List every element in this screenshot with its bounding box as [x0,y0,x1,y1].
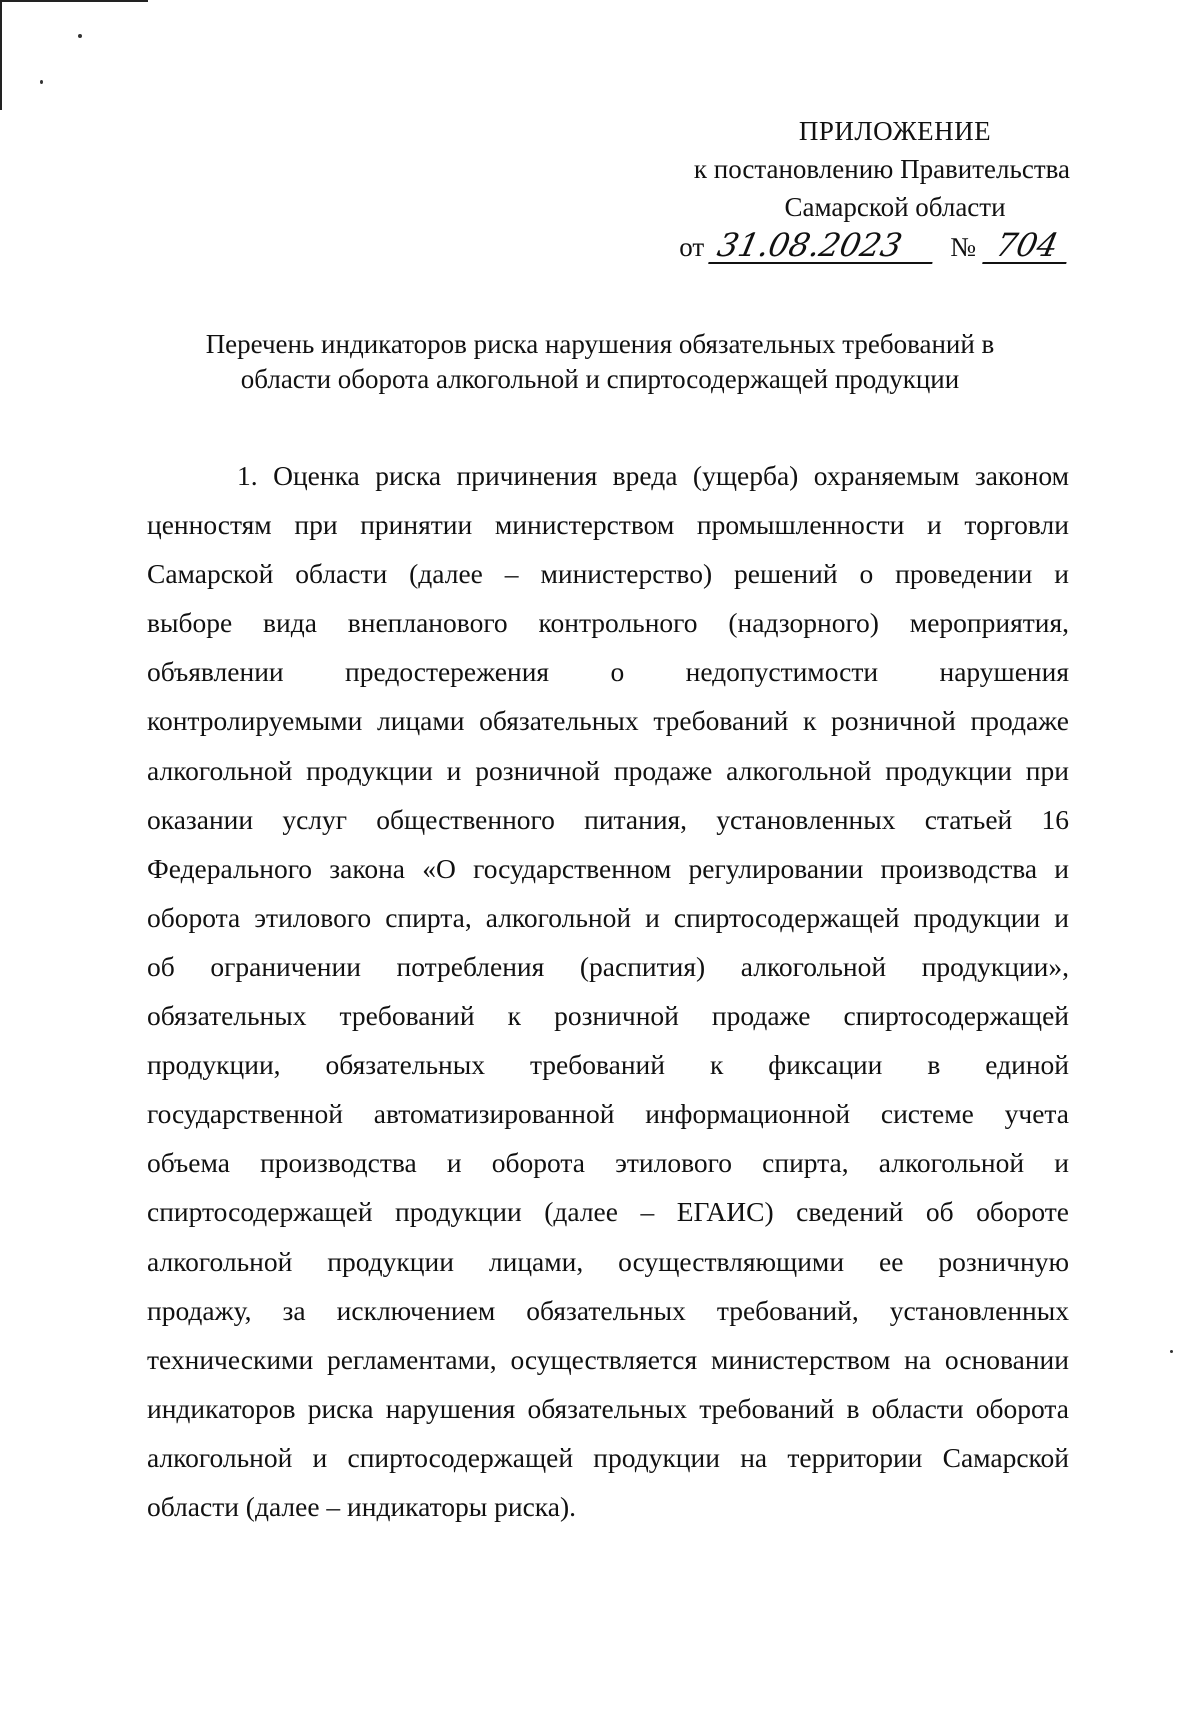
paragraph-line-text: объема производства и оборота этилового спирта, алкогольной и [147,1147,1069,1179]
document-title-line-1: Перечень индикаторов риска нарушения обязательных требований в [205,329,995,359]
paragraph-line [147,1187,1069,1236]
paragraph-line-text: спиртосодержащей продукции (далее – ЕГАИС) сведений об обороте [147,1196,1069,1228]
paragraph-line-text: об ограничении потребления (распития) алкогольной продукции», [147,950,1069,982]
paragraph-line [147,1286,1069,1335]
appendix-line-1: к постановлению Правительства [693,154,1070,184]
paragraph-line [147,696,1069,745]
paragraph-line-text: 1. Оценка риска причинения вреда (ущерба) охраняемым законом [237,460,1069,491]
paragraph-line-text: продажу, за исключением обязательных требований, установленных [147,1294,1069,1326]
paragraph-line [147,991,1069,1040]
paragraph-line [147,942,1069,991]
paragraph-line-text: выборе вида внепланового контрольного (надзорного) мероприятия, [147,607,1069,639]
paragraph-line [147,549,1069,598]
paragraph-line-text: оказании услуг общественного питания, установленных статьей 16 [147,803,1069,835]
paragraph-line [147,1335,1069,1384]
paragraph-line [147,746,1069,795]
paragraph-line-text: оборота этилового спирта, алкогольной и спиртосодержащей продукции и [147,901,1069,933]
paragraph-line [147,1384,1069,1433]
appendix-header [610,112,1070,266]
paragraph-line [147,598,1069,647]
paragraph-1 [147,451,1069,1531]
paragraph-line-text: Самарской области (далее – министерство) решений о проведении и [147,558,1069,590]
appendix-line-2: Самарской области [784,192,1006,222]
handwritten-date: 31.08.2023 [708,228,940,264]
paragraph-line-text: продукции, обязательных требований к фиксации в единой [147,1049,1069,1081]
paragraph-line-text: контролируемыми лицами обязательных требований к розничной продаже [147,705,1069,737]
paragraph-line-text: области (далее – индикаторы риска). [147,1490,576,1522]
paragraph-line-text: государственной автоматизированной информационной системе учета [147,1098,1069,1130]
paragraph-line [147,795,1069,844]
paragraph-line-text: алкогольной продукции и розничной продаже алкогольной продукции при [147,754,1069,786]
handwritten-number: 704 [982,228,1074,264]
document-title [150,327,1050,397]
paragraph-line-text: индикаторов риска нарушения обязательных требований в области оборота [147,1392,1069,1424]
paragraph-line-text: обязательных требований к розничной продаже спиртосодержащей [147,1000,1069,1032]
appendix-title: ПРИЛОЖЕНИЕ [798,116,992,146]
paragraph-line [147,844,1069,893]
scan-border-top [0,0,148,2]
date-number-row [610,228,1070,266]
paragraph-line-text: ценностям при принятии министерством промышленности и торговли [147,509,1069,541]
paragraph-line [147,1138,1069,1187]
paragraph-line-text: алкогольной продукции лицами, осуществляющими ее розничную [147,1245,1069,1277]
paragraph-line-text: объявлении предостережения о недопустимости нарушения [147,656,1069,688]
paragraph-line [147,1089,1069,1138]
paragraph-line [147,647,1069,696]
paragraph-line [147,1237,1069,1286]
paragraph-line-text: техническими регламентами, осуществляется министерством на основании [147,1343,1069,1375]
scan-speck [1170,1350,1173,1353]
scan-speck [78,34,82,38]
scan-speck [40,80,43,84]
number-label: № [950,232,976,262]
scan-border-left [0,0,2,110]
paragraph-line-text: алкогольной и спиртосодержащей продукции на территории Самарской [147,1441,1069,1473]
paragraph-line [147,1040,1069,1089]
paragraph-line [147,1482,1069,1531]
paragraph-line-text: Федерального закона «О государственном регулировании производства и [147,852,1069,884]
paragraph-line [147,451,1069,500]
paragraph-line [147,1433,1069,1482]
date-label: от [679,232,705,262]
paragraph-line [147,893,1069,942]
paragraph-line [147,500,1069,549]
document-title-line-2: области оборота алкогольной и спиртосодержащей продукции [240,364,960,394]
